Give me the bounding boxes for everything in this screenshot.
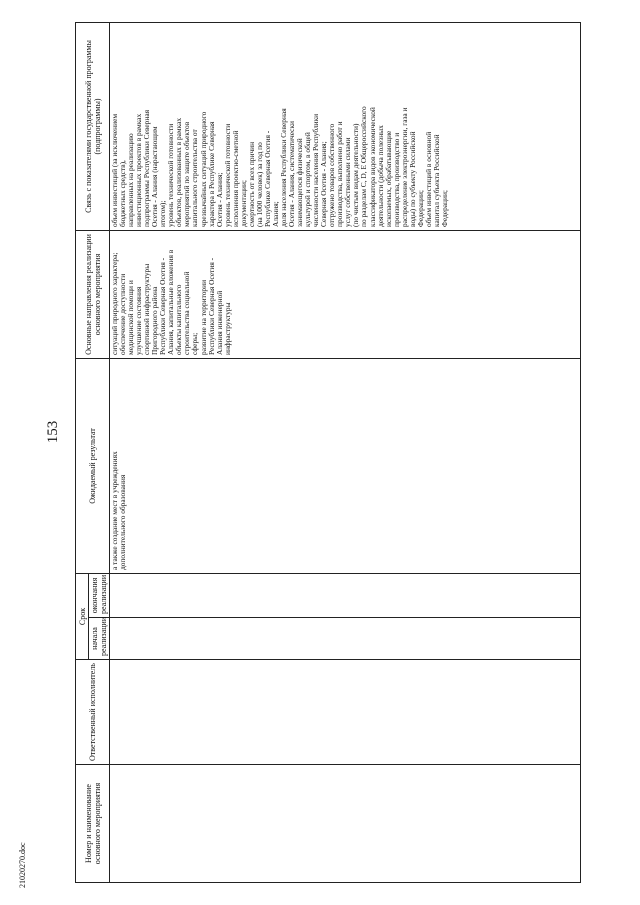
text-line: документации; xyxy=(238,180,248,227)
main-table-container xyxy=(75,23,595,883)
text-line: капитал субъекта Российской xyxy=(431,134,441,227)
text-line: сферы; xyxy=(190,332,200,355)
cell-result xyxy=(110,358,581,573)
header-term: Срок xyxy=(76,573,89,659)
header-term-end: окончания реализации xyxy=(89,573,110,617)
cell-term-end xyxy=(110,573,581,617)
text-line: производства, производство и xyxy=(391,132,401,227)
text-line: исполнения проектно-сметной xyxy=(230,130,240,227)
text-line: Федерации; xyxy=(439,190,449,227)
text-line: Пригородного района xyxy=(150,286,160,355)
text-line: объем инвестиций в основной xyxy=(423,131,433,227)
text-line: отгружено товаров собственного xyxy=(327,123,337,227)
text-line: уровень технической готовности xyxy=(222,123,232,227)
cell-directions xyxy=(110,230,581,358)
footer-file-name: 21020270.doc xyxy=(18,842,27,888)
text-line: численности населения Республики xyxy=(311,113,321,227)
text-line: Северная Осетия - Алания; xyxy=(319,141,329,227)
text-line: мероприятий по защите объектов xyxy=(182,121,192,227)
text-line: Осетия - Алания; xyxy=(214,172,224,227)
text-line: Алания инженерной xyxy=(214,290,224,355)
text-line: чрезвычайных ситуаций природного xyxy=(198,111,208,227)
text-line: Республики Северная Осетия - xyxy=(158,257,168,355)
header-directions: Основные направления реализации основного мероприятия xyxy=(76,230,110,358)
header-number-name: Номер и наименование основного мероприятия xyxy=(76,765,110,883)
text-line: дополнительного образования xyxy=(118,474,128,570)
text-line: занимающегося физической xyxy=(295,138,305,227)
text-line: Федерации; xyxy=(415,190,425,227)
text-line: обеспечение доступности xyxy=(118,273,128,355)
text-line: уровень технической готовности xyxy=(166,123,176,227)
text-line: культурой и спортом, в общей xyxy=(303,132,313,227)
text-line: по разделам C, D, E Общероссийского xyxy=(359,106,369,227)
text-line: характера в Республике Северная xyxy=(206,121,216,227)
text-line: бюджетных средств), xyxy=(118,160,128,227)
text-line: деятельности (добыча полезных xyxy=(375,125,385,227)
cell-number-name xyxy=(110,765,581,883)
text-line: услуг собственными силами xyxy=(343,137,353,227)
text-line: Алания, капитальные вложения в xyxy=(166,249,176,355)
header-row xyxy=(76,22,89,882)
text-line: инфраструктуры xyxy=(222,302,232,355)
program-activity-table xyxy=(75,22,581,883)
text-line: ситуаций природного характера; xyxy=(110,252,119,355)
text-line: ископаемых, обрабатывающие xyxy=(383,130,393,227)
text-line: улучшение состояния xyxy=(134,286,144,355)
cell-executor xyxy=(110,660,581,765)
text-line: Осетия - Алания, систематически xyxy=(287,121,297,227)
cell-link xyxy=(110,22,581,230)
header-link: Связь с показателями государственной программы (подпрограммы) xyxy=(76,22,110,230)
text-line: инвестиционных проектов в рамках xyxy=(134,113,144,227)
text-line: медицинской помощи и xyxy=(126,280,136,355)
text-line: направленных на реализацию xyxy=(126,133,136,227)
text-line: Алания; xyxy=(270,201,280,227)
cell-term-start xyxy=(110,618,581,660)
text-line: объекты капитального xyxy=(174,284,184,355)
page-number: 153 xyxy=(45,420,61,444)
text-line: строительства социальной xyxy=(182,271,192,355)
header-executor: Ответственный исполнитель xyxy=(76,660,110,765)
text-line: производства, выполнено работ и xyxy=(335,121,345,227)
text-line: распределение электроэнергии, газа и xyxy=(399,107,409,227)
header-result: Ожидаемый результат xyxy=(76,358,110,573)
text-line: Республики Северная Осетия - xyxy=(206,257,216,355)
table-row xyxy=(110,22,581,882)
text-line: объем инвестиций (за исключением xyxy=(110,113,119,227)
text-line: Республике Северная Осетия - xyxy=(262,130,272,227)
header-term-start: начала реализации xyxy=(89,618,110,660)
text-line: а также создание мест в учреждениях xyxy=(110,451,119,570)
text-line: подпрограммы Республики Северная xyxy=(142,109,152,227)
text-line: спортивной инфраструктуры xyxy=(142,263,152,355)
text-line: (по чистым видам деятельности) xyxy=(351,123,361,227)
text-line: доля населения Республики Северная xyxy=(278,108,288,227)
text-line: воды) по субъекту Российской xyxy=(407,131,417,227)
text-line: объектов, реализованных в рамках xyxy=(174,117,184,227)
text-line: развитие на территории xyxy=(198,279,208,355)
text-line: (на 1000 человек) за год по xyxy=(254,142,264,227)
text-line: смертность от всех причин xyxy=(246,141,256,227)
text-line: итогом); xyxy=(158,200,168,227)
text-line: классификатора видов экономической xyxy=(367,107,377,227)
text-line: Осетия - Алания (нарастающим xyxy=(150,126,160,227)
text-line: капитального строительства от xyxy=(190,129,200,227)
